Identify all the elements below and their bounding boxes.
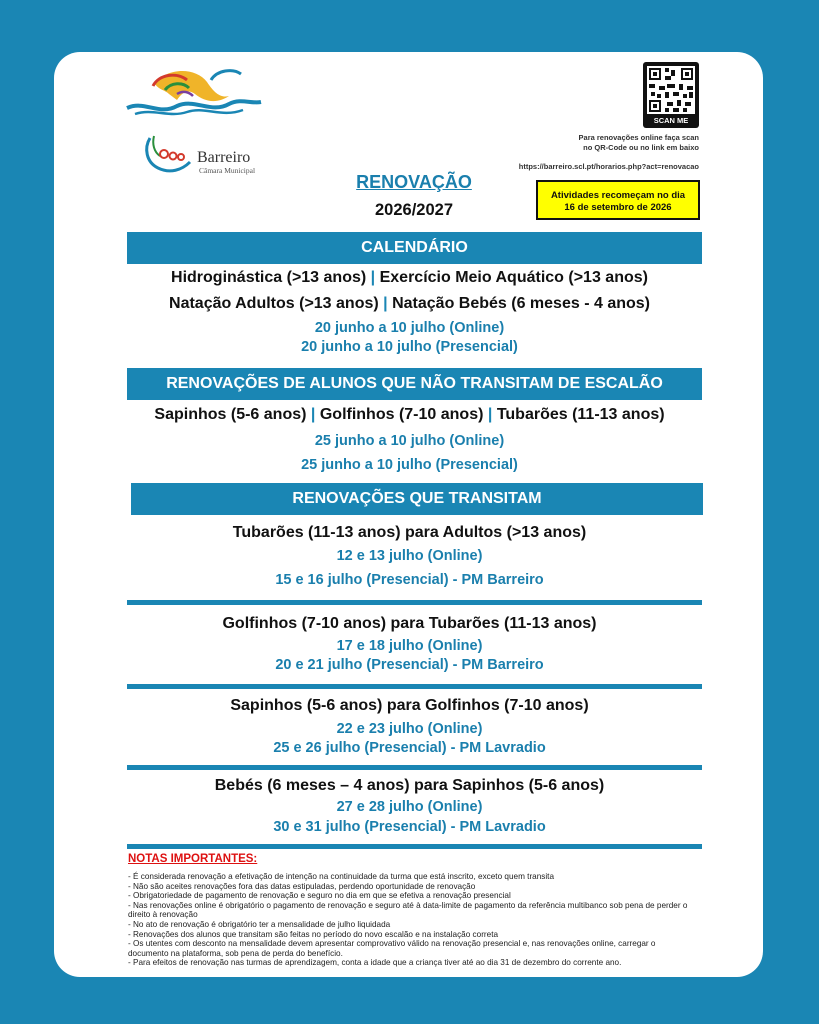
note-item: - É considerada renovação a efetivação de intenção na continuidade da turma que está inscrito, exceto quem transita: [128, 872, 555, 881]
activity-natacao-adultos: Natação Adultos (>13 anos): [169, 295, 379, 312]
transition-date-online: 22 e 23 julho (Online): [336, 721, 483, 737]
activity-natacao-bebes: Natação Bebés (6 meses - 4 anos): [392, 295, 650, 312]
transition-title: Sapinhos (5-6 anos) para Golfinhos (7-10 anos): [230, 697, 589, 714]
calendario-line1: [60, 269, 759, 287]
qr-code-icon: [647, 66, 695, 114]
separator-pipe: |: [310, 406, 316, 423]
transition-date-online: 27 e 28 julho (Online): [336, 799, 483, 815]
notice-box: [536, 180, 700, 220]
wave-logo-icon: [125, 64, 265, 118]
section-heading-transitam: RENOVAÇÕES QUE TRANSITAM: [131, 483, 703, 515]
section-heading-nao-transitam: RENOVAÇÕES DE ALUNOS QUE NÃO TRANSITAM DE ESCALÃO: [127, 368, 702, 400]
transition-date-presencial: 20 e 21 julho (Presencial) - PM Barreiro: [275, 657, 544, 673]
activity-hidroginastica: Hidroginástica (>13 anos): [171, 269, 367, 286]
barreiro-logo-icon: [142, 132, 196, 176]
page-title: RENOVAÇÃO: [356, 172, 472, 192]
transition-date-presencial: 25 e 26 julho (Presencial) - PM Lavradio: [273, 740, 546, 756]
renewal-link[interactable]: https://barreiro.scl.pt/horarios.php?act=renovacao: [518, 162, 699, 171]
brand-subtitle: Câmara Municipal: [199, 166, 256, 175]
note-item: - Renovações dos alunos que transitam são feitas no período do novo escalão e na instalação correta: [128, 929, 499, 939]
activity-exercicio-meio-aquatico: Exercício Meio Aquático (>13 anos): [379, 269, 648, 286]
nao-transitam-date-presencial: 25 junho a 10 julho (Presencial): [301, 457, 518, 473]
separator-pipe: |: [487, 406, 493, 423]
separator-pipe: |: [370, 269, 376, 286]
transition-date-presencial: 15 e 16 julho (Presencial) - PM Barreiro: [275, 572, 544, 588]
school-year: 2026/2027: [375, 201, 453, 219]
nao-transitam-date-online: 25 junho a 10 julho (Online): [314, 433, 505, 449]
calendario-date-online: 20 junho a 10 julho (Online): [314, 320, 505, 336]
transition-title: Bebés (6 meses – 4 anos) para Sapinhos (5-6 anos): [214, 777, 605, 794]
divider: [127, 684, 702, 689]
transition-title: Golfinhos (7-10 anos) para Tubarões (11-13 anos): [222, 615, 597, 632]
transition-title: Tubarões (11-13 anos) para Adultos (>13 anos): [232, 524, 587, 541]
brand-name: Barreiro: [197, 149, 251, 166]
note-item: - No ato de renovação é obrigatório ter a mensalidade de julho liquidada: [128, 919, 391, 929]
calendario-date-presencial: 20 junho a 10 julho (Presencial): [301, 339, 518, 355]
group-sapinhos: Sapinhos (5-6 anos): [154, 406, 307, 423]
divider: [127, 844, 702, 849]
group-tubaroes: Tubarões (11-13 anos): [496, 406, 665, 423]
notes-list: [128, 872, 688, 968]
transition-date-online: 17 e 18 julho (Online): [336, 638, 483, 654]
group-golfinhos: Golfinhos (7-10 anos): [319, 406, 484, 423]
nao-transitam-groups: [60, 406, 759, 424]
section-heading-calendario: CALENDÁRIO: [127, 232, 702, 264]
notice-line1: Atividades recomeçam no dia: [550, 190, 686, 201]
note-item: - Obrigatoriedade de pagamento de renovação e seguro no dia em que se efetiva a renovação presencial: [128, 891, 511, 901]
note-item: - Não são aceites renovações fora das datas estipuladas, perdendo oportunidade de renovação: [128, 881, 476, 891]
notice-line2: 16 de setembro de 2026: [564, 202, 672, 213]
qr-note-line2: no QR-Code ou no link em baixo: [583, 143, 699, 152]
transition-date-online: 12 e 13 julho (Online): [336, 548, 483, 564]
note-item: - Os utentes com desconto na mensalidade devem apresentar comprovativo válido na renovação presencial e, nas renovações online, carregar o documento na plataforma, sob pena de perda do benefício.: [128, 939, 656, 958]
separator-pipe: |: [383, 295, 388, 312]
qr-note-line1: Para renovações online faça scan: [578, 133, 699, 142]
scan-me-label: SCAN ME: [653, 116, 689, 125]
transition-date-presencial: 30 e 31 julho (Presencial) - PM Lavradio: [273, 819, 546, 835]
note-item: - Nas renovações online é obrigatório o pagamento de renovação e seguro até à data-limite de pagamento da referência multibanco sob pena de perder o direito à renovação: [128, 900, 688, 920]
note-item: - Para efeitos de renovação nas turmas de aprendizagem, conta a idade que a criança tiver até ao dia 31 de dezembro do corrente ano.: [128, 958, 622, 968]
divider: [127, 765, 702, 770]
qr-code[interactable]: [643, 62, 699, 128]
calendario-line2: [60, 295, 759, 313]
notes-heading: NOTAS IMPORTANTES:: [128, 853, 258, 865]
divider: [127, 600, 702, 605]
